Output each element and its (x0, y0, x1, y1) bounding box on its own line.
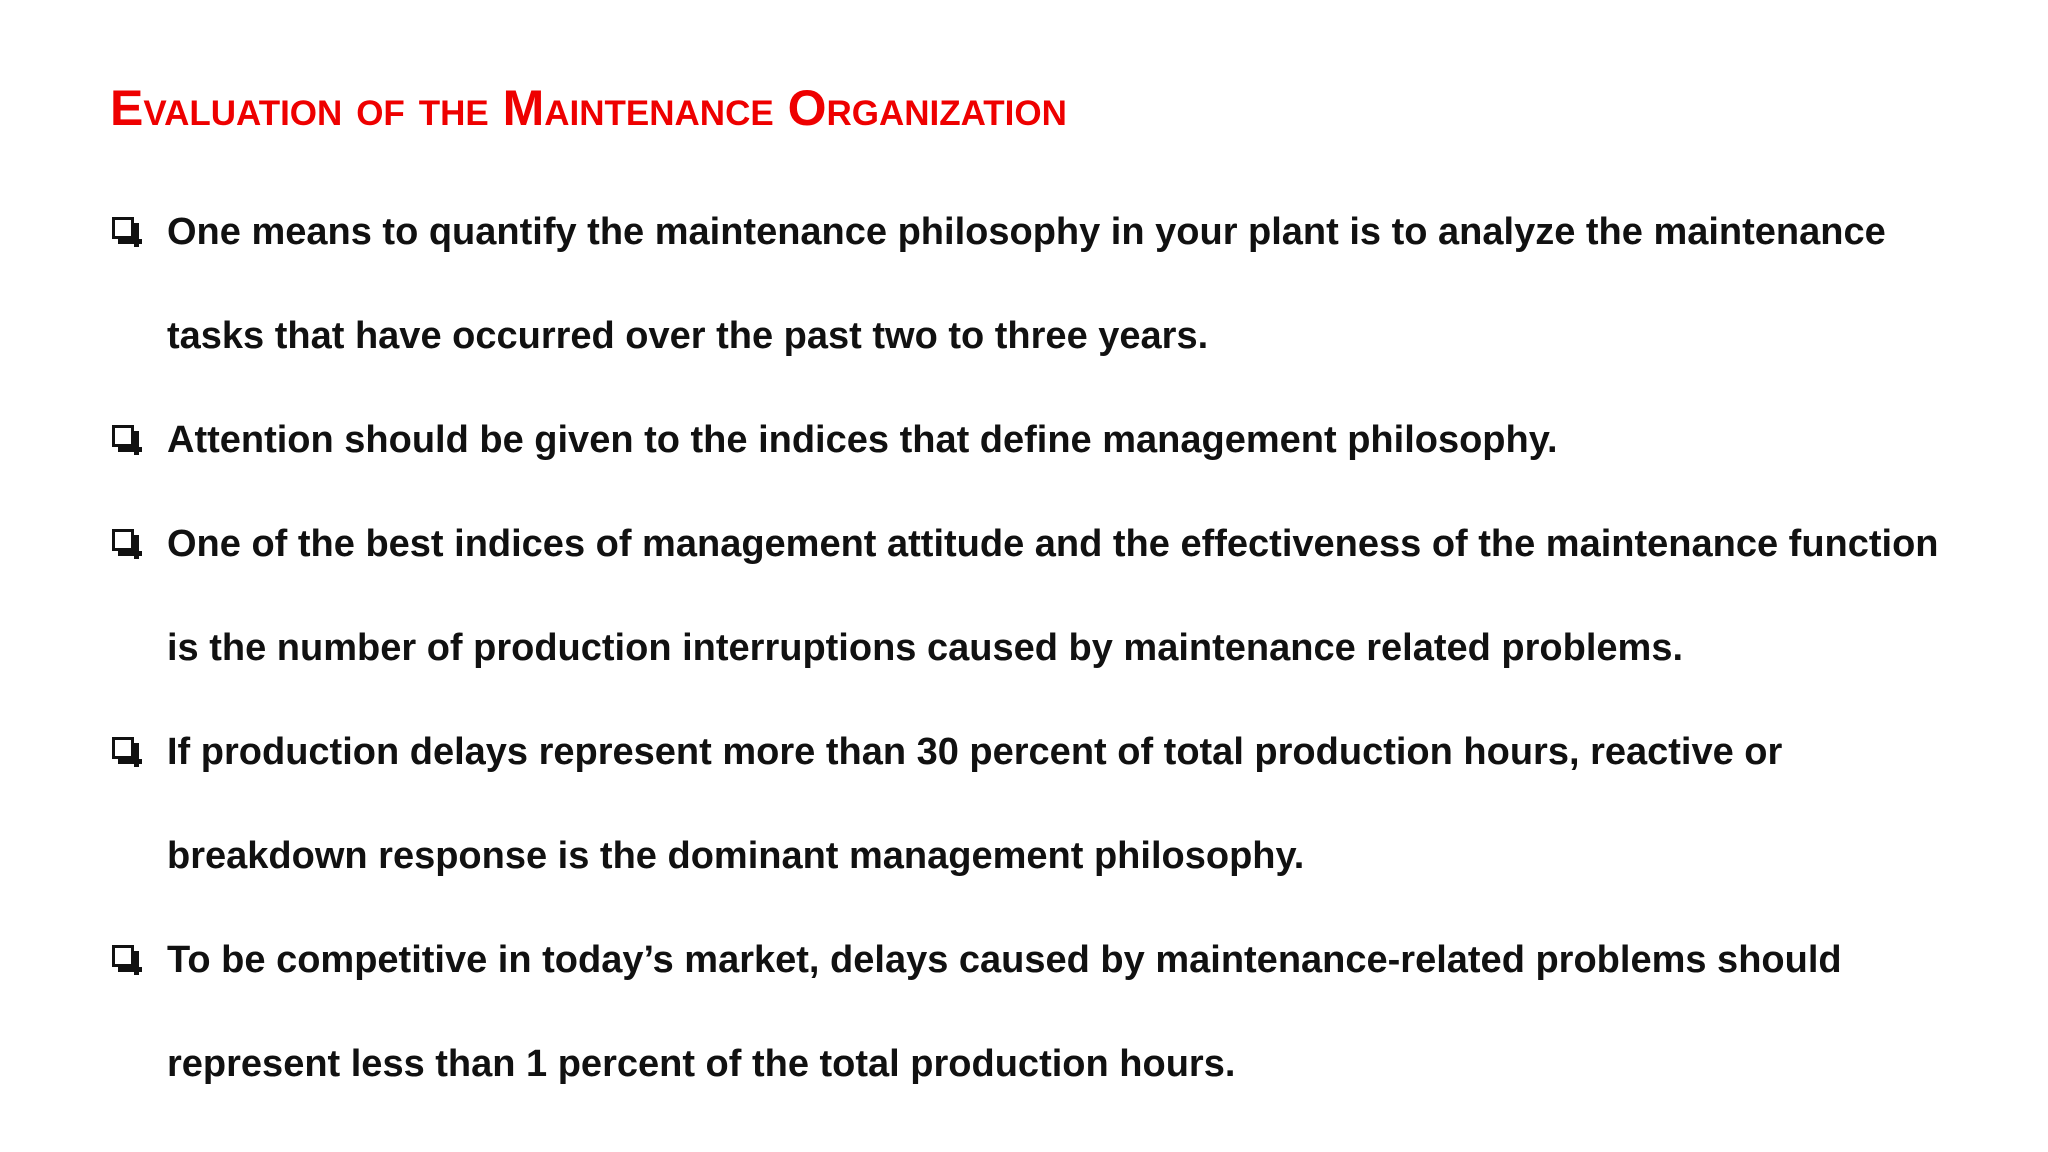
bullet-item (110, 492, 1950, 700)
bullet-text: One of the best indices of management attitude and the effectiveness of the maintenance function is the number of production interruptions caused by maintenance related problems. (167, 523, 1939, 669)
bullet-text: To be competitive in today’s market, delays caused by maintenance-related problems should represent less than 1 percent of the total production hours. (167, 939, 1842, 1085)
bullet-item (110, 700, 1950, 908)
bullet-text: Attention should be given to the indices that define management philosophy. (167, 419, 1558, 461)
bullet-list (110, 180, 1950, 1116)
slide-title: Evaluation of the Maintenance Organization (110, 80, 1067, 136)
bullet-text: One means to quantify the maintenance philosophy in your plant is to analyze the maintenance tasks that have occurred over the past two to three years. (167, 211, 1886, 357)
bullet-item (110, 180, 1950, 388)
bullet-item (110, 908, 1950, 1116)
shadowed-checkbox-icon (112, 737, 134, 759)
bullet-item (110, 388, 1950, 492)
shadowed-checkbox-icon (112, 425, 134, 447)
bullet-text: If production delays represent more than 30 percent of total production hours, reactive or breakdown response is the dominant management philosophy. (167, 731, 1783, 877)
shadowed-checkbox-icon (112, 217, 134, 239)
shadowed-checkbox-icon (112, 529, 134, 551)
shadowed-checkbox-icon (112, 945, 134, 967)
